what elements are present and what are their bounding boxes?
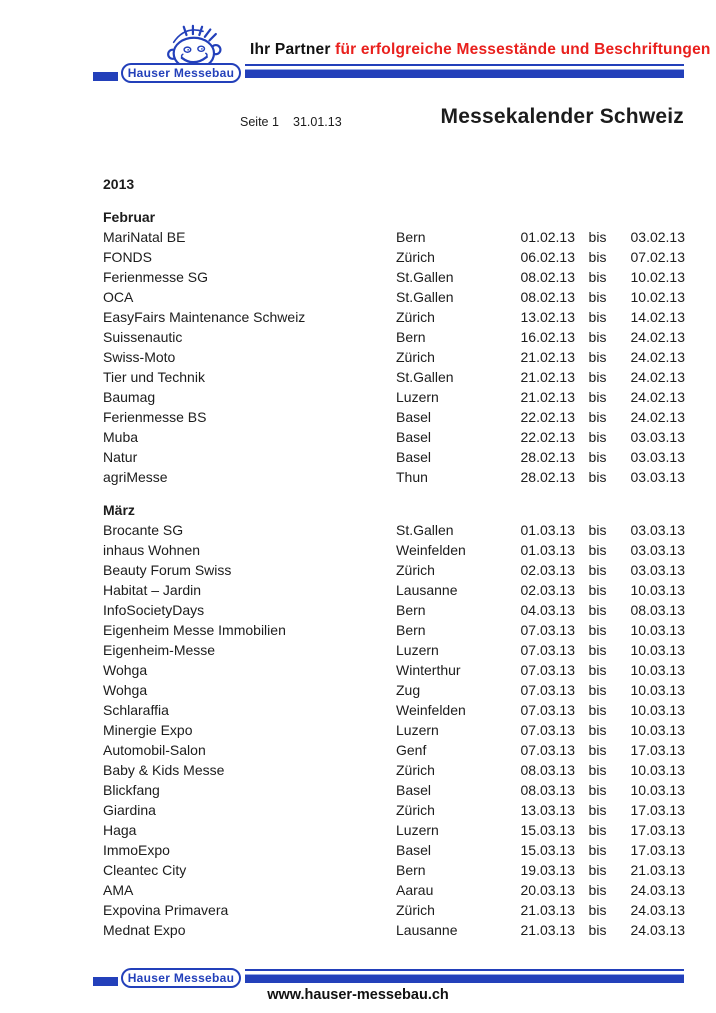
fair-name: ImmoExpo bbox=[103, 842, 170, 858]
start-date: 02.03.13 bbox=[520, 562, 575, 578]
start-date: 21.02.13 bbox=[520, 389, 575, 405]
end-date: 24.02.13 bbox=[630, 349, 685, 365]
fair-name: Ferienmesse BS bbox=[103, 409, 207, 425]
bis-label: bis bbox=[588, 249, 607, 265]
brand-bar-block bbox=[93, 72, 118, 81]
fair-calendar bbox=[103, 174, 685, 940]
fair-row bbox=[103, 640, 685, 660]
fair-name: Minergie Expo bbox=[103, 722, 193, 738]
fair-row bbox=[103, 540, 685, 560]
bis-label: bis bbox=[588, 762, 607, 778]
bis-label: bis bbox=[588, 682, 607, 698]
start-date: 06.02.13 bbox=[520, 249, 575, 265]
month-section bbox=[103, 207, 685, 487]
fair-city: Basel bbox=[396, 842, 432, 858]
end-date: 24.02.13 bbox=[630, 369, 685, 385]
website-url: www.hauser-messebau.ch bbox=[267, 987, 449, 1003]
end-date: 03.03.13 bbox=[630, 449, 685, 465]
stripe-thick bbox=[245, 975, 684, 983]
fair-city: St.Gallen bbox=[396, 369, 454, 385]
start-date: 15.03.13 bbox=[520, 822, 575, 838]
fair-row bbox=[103, 247, 685, 267]
bis-label: bis bbox=[588, 842, 607, 858]
bis-label: bis bbox=[588, 602, 607, 618]
fair-city: Luzern bbox=[396, 822, 439, 838]
bis-label: bis bbox=[588, 622, 607, 638]
bis-label: bis bbox=[588, 782, 607, 798]
bis-label: bis bbox=[588, 662, 607, 678]
bis-label: bis bbox=[588, 449, 607, 465]
page-number-label: Seite 1 bbox=[240, 115, 279, 129]
fair-row bbox=[103, 580, 685, 600]
bis-label: bis bbox=[588, 882, 607, 898]
bis-label: bis bbox=[588, 429, 607, 445]
end-date: 03.03.13 bbox=[630, 469, 685, 485]
bis-label: bis bbox=[588, 269, 607, 285]
brand-bar-stripes bbox=[245, 969, 684, 983]
end-date: 10.02.13 bbox=[630, 269, 685, 285]
fair-name: MariNatal BE bbox=[103, 229, 186, 245]
year-heading: 2013 bbox=[103, 176, 135, 192]
start-date: 07.03.13 bbox=[520, 662, 575, 678]
fair-row bbox=[103, 407, 685, 427]
start-date: 21.02.13 bbox=[520, 369, 575, 385]
fair-name: Muba bbox=[103, 429, 139, 445]
fair-row bbox=[103, 367, 685, 387]
fair-name: Tier und Technik bbox=[103, 369, 205, 385]
bis-label: bis bbox=[588, 349, 607, 365]
fair-city: St.Gallen bbox=[396, 269, 454, 285]
start-date: 22.02.13 bbox=[520, 429, 575, 445]
fair-city: Aarau bbox=[396, 882, 434, 898]
month-heading: Februar bbox=[103, 209, 156, 225]
bis-label: bis bbox=[588, 722, 607, 738]
fair-name: Mednat Expo bbox=[103, 922, 186, 938]
end-date: 10.03.13 bbox=[630, 582, 685, 598]
end-date: 03.02.13 bbox=[630, 229, 685, 245]
bis-label: bis bbox=[588, 389, 607, 405]
fair-name: InfoSocietyDays bbox=[103, 602, 205, 618]
start-date: 19.03.13 bbox=[520, 862, 575, 878]
fair-row bbox=[103, 820, 685, 840]
fair-city: Zürich bbox=[396, 902, 435, 918]
fair-row bbox=[103, 740, 685, 760]
fair-row bbox=[103, 660, 685, 680]
bis-label: bis bbox=[588, 329, 607, 345]
bis-label: bis bbox=[588, 922, 607, 938]
start-date: 21.03.13 bbox=[520, 902, 575, 918]
fair-row bbox=[103, 427, 685, 447]
tagline-black: Ihr Partner bbox=[250, 41, 331, 58]
fair-city: Zürich bbox=[396, 309, 435, 325]
end-date: 24.02.13 bbox=[630, 409, 685, 425]
page-title: Messekalender Schweiz bbox=[440, 105, 684, 128]
end-date: 10.03.13 bbox=[630, 762, 685, 778]
fair-city: Zug bbox=[396, 682, 421, 698]
fair-city: Luzern bbox=[396, 389, 439, 405]
fair-row bbox=[103, 467, 685, 487]
brand-badge: Hauser Messebau bbox=[121, 63, 241, 83]
fair-name: Habitat – Jardin bbox=[103, 582, 202, 598]
end-date: 03.03.13 bbox=[630, 562, 685, 578]
fair-name: OCA bbox=[103, 289, 134, 305]
fair-row bbox=[103, 840, 685, 860]
end-date: 10.03.13 bbox=[630, 662, 685, 678]
fair-row bbox=[103, 560, 685, 580]
start-date: 04.03.13 bbox=[520, 602, 575, 618]
brand-bar-block bbox=[93, 977, 118, 986]
end-date: 24.03.13 bbox=[630, 922, 685, 938]
end-date: 10.03.13 bbox=[630, 642, 685, 658]
bis-label: bis bbox=[588, 742, 607, 758]
fair-name: Swiss-Moto bbox=[103, 349, 176, 365]
bis-label: bis bbox=[588, 309, 607, 325]
fair-row bbox=[103, 447, 685, 467]
fair-name: Automobil-Salon bbox=[103, 742, 206, 758]
fair-name: Wohga bbox=[103, 662, 148, 678]
start-date: 20.03.13 bbox=[520, 882, 575, 898]
header-tagline bbox=[250, 41, 711, 59]
bis-label: bis bbox=[588, 469, 607, 485]
start-date: 28.02.13 bbox=[520, 449, 575, 465]
fair-row bbox=[103, 680, 685, 700]
bis-label: bis bbox=[588, 702, 607, 718]
month-sections bbox=[103, 207, 685, 940]
fair-name: Eigenheim Messe Immobilien bbox=[103, 622, 286, 638]
end-date: 14.02.13 bbox=[630, 309, 685, 325]
fair-name: Cleantec City bbox=[103, 862, 187, 878]
fair-name: Ferienmesse SG bbox=[103, 269, 209, 285]
fair-name: Blickfang bbox=[103, 782, 160, 798]
fair-row bbox=[103, 387, 685, 407]
start-date: 01.02.13 bbox=[520, 229, 575, 245]
start-date: 13.03.13 bbox=[520, 802, 575, 818]
fair-name: Giardina bbox=[103, 802, 156, 818]
fair-row bbox=[103, 347, 685, 367]
fair-name: Baumag bbox=[103, 389, 156, 405]
fair-name: Brocante SG bbox=[103, 522, 184, 538]
stripe-thick bbox=[245, 70, 684, 78]
fair-city: Genf bbox=[396, 742, 427, 758]
end-date: 10.03.13 bbox=[630, 782, 685, 798]
end-date: 10.03.13 bbox=[630, 622, 685, 638]
fair-row bbox=[103, 600, 685, 620]
fair-row bbox=[103, 700, 685, 720]
fair-row bbox=[103, 620, 685, 640]
bis-label: bis bbox=[588, 229, 607, 245]
fair-city: Zürich bbox=[396, 249, 435, 265]
bis-label: bis bbox=[588, 902, 607, 918]
fair-row bbox=[103, 760, 685, 780]
bis-label: bis bbox=[588, 822, 607, 838]
end-date: 03.03.13 bbox=[630, 542, 685, 558]
start-date: 01.03.13 bbox=[520, 522, 575, 538]
fair-city: Bern bbox=[396, 329, 426, 345]
fair-city: Luzern bbox=[396, 642, 439, 658]
fair-city: Lausanne bbox=[396, 582, 458, 598]
brand-bar-stripes bbox=[245, 64, 684, 78]
start-date: 07.03.13 bbox=[520, 742, 575, 758]
end-date: 17.03.13 bbox=[630, 842, 685, 858]
bis-label: bis bbox=[588, 522, 607, 538]
document-date: 31.01.13 bbox=[293, 115, 342, 129]
start-date: 13.02.13 bbox=[520, 309, 575, 325]
end-date: 03.03.13 bbox=[630, 429, 685, 445]
start-date: 07.03.13 bbox=[520, 702, 575, 718]
fair-city: St.Gallen bbox=[396, 289, 454, 305]
fair-city: Winterthur bbox=[396, 662, 461, 678]
start-date: 15.03.13 bbox=[520, 842, 575, 858]
fair-city: Basel bbox=[396, 449, 432, 465]
end-date: 07.02.13 bbox=[630, 249, 685, 265]
fair-city: Bern bbox=[396, 862, 426, 878]
fair-name: Eigenheim-Messe bbox=[103, 642, 216, 658]
fair-city: Zürich bbox=[396, 562, 435, 578]
fair-name: Wohga bbox=[103, 682, 148, 698]
start-date: 08.02.13 bbox=[520, 289, 575, 305]
end-date: 10.02.13 bbox=[630, 289, 685, 305]
start-date: 08.03.13 bbox=[520, 762, 575, 778]
fair-city: Bern bbox=[396, 622, 426, 638]
brand-badge: Hauser Messebau bbox=[121, 968, 241, 988]
fair-row bbox=[103, 880, 685, 900]
start-date: 08.03.13 bbox=[520, 782, 575, 798]
fair-name: Baby & Kids Messe bbox=[103, 762, 225, 778]
fair-name: FONDS bbox=[103, 249, 152, 265]
fair-row bbox=[103, 920, 685, 940]
bis-label: bis bbox=[588, 409, 607, 425]
fair-row bbox=[103, 900, 685, 920]
fair-city: Zürich bbox=[396, 802, 435, 818]
bis-label: bis bbox=[588, 582, 607, 598]
start-date: 07.03.13 bbox=[520, 682, 575, 698]
end-date: 03.03.13 bbox=[630, 522, 685, 538]
fair-row bbox=[103, 227, 685, 247]
end-date: 10.03.13 bbox=[630, 702, 685, 718]
bis-label: bis bbox=[588, 802, 607, 818]
start-date: 07.03.13 bbox=[520, 622, 575, 638]
header-brand-bar bbox=[93, 62, 684, 86]
fair-city: Bern bbox=[396, 229, 426, 245]
fair-name: Expovina Primavera bbox=[103, 902, 229, 918]
start-date: 07.03.13 bbox=[520, 722, 575, 738]
fair-row bbox=[103, 267, 685, 287]
end-date: 17.03.13 bbox=[630, 822, 685, 838]
end-date: 24.02.13 bbox=[630, 389, 685, 405]
fair-city: St.Gallen bbox=[396, 522, 454, 538]
bis-label: bis bbox=[588, 862, 607, 878]
bis-label: bis bbox=[588, 542, 607, 558]
start-date: 08.02.13 bbox=[520, 269, 575, 285]
start-date: 21.02.13 bbox=[520, 349, 575, 365]
month-heading: März bbox=[103, 502, 135, 518]
fair-city: Weinfelden bbox=[396, 542, 466, 558]
start-date: 01.03.13 bbox=[520, 542, 575, 558]
fair-city: Bern bbox=[396, 602, 426, 618]
fair-city: Basel bbox=[396, 409, 432, 425]
fair-name: Haga bbox=[103, 822, 137, 838]
fair-name: inhaus Wohnen bbox=[103, 542, 201, 558]
fair-city: Thun bbox=[396, 469, 428, 485]
fair-name: EasyFairs Maintenance Schweiz bbox=[103, 309, 306, 325]
fair-city: Basel bbox=[396, 782, 432, 798]
fair-name: agriMesse bbox=[103, 469, 168, 485]
end-date: 10.03.13 bbox=[630, 722, 685, 738]
fair-row bbox=[103, 307, 685, 327]
end-date: 17.03.13 bbox=[630, 802, 685, 818]
fair-row bbox=[103, 780, 685, 800]
bis-label: bis bbox=[588, 289, 607, 305]
fair-row bbox=[103, 720, 685, 740]
bis-label: bis bbox=[588, 642, 607, 658]
bis-label: bis bbox=[588, 562, 607, 578]
fair-city: Luzern bbox=[396, 722, 439, 738]
fair-name: Schlaraffia bbox=[103, 702, 169, 718]
start-date: 02.03.13 bbox=[520, 582, 575, 598]
end-date: 21.03.13 bbox=[630, 862, 685, 878]
fair-row bbox=[103, 800, 685, 820]
end-date: 24.03.13 bbox=[630, 902, 685, 918]
end-date: 17.03.13 bbox=[630, 742, 685, 758]
fair-row bbox=[103, 327, 685, 347]
start-date: 22.02.13 bbox=[520, 409, 575, 425]
fair-city: Zürich bbox=[396, 762, 435, 778]
fair-row bbox=[103, 287, 685, 307]
fair-city: Lausanne bbox=[396, 922, 458, 938]
fair-city: Basel bbox=[396, 429, 432, 445]
month-section bbox=[103, 500, 685, 940]
fair-row bbox=[103, 520, 685, 540]
start-date: 07.03.13 bbox=[520, 642, 575, 658]
bis-label: bis bbox=[588, 369, 607, 385]
end-date: 08.03.13 bbox=[630, 602, 685, 618]
fair-name: Suissenautic bbox=[103, 329, 183, 345]
fair-name: Natur bbox=[103, 449, 138, 465]
fair-name: Beauty Forum Swiss bbox=[103, 562, 232, 578]
end-date: 10.03.13 bbox=[630, 682, 685, 698]
start-date: 21.03.13 bbox=[520, 922, 575, 938]
start-date: 28.02.13 bbox=[520, 469, 575, 485]
start-date: 16.02.13 bbox=[520, 329, 575, 345]
end-date: 24.03.13 bbox=[630, 882, 685, 898]
fair-city: Weinfelden bbox=[396, 702, 466, 718]
fair-city: Zürich bbox=[396, 349, 435, 365]
tagline-red: für erfolgreiche Messestände und Beschriftungen bbox=[335, 41, 711, 58]
fair-name: AMA bbox=[103, 882, 134, 898]
end-date: 24.02.13 bbox=[630, 329, 685, 345]
fair-row bbox=[103, 860, 685, 880]
